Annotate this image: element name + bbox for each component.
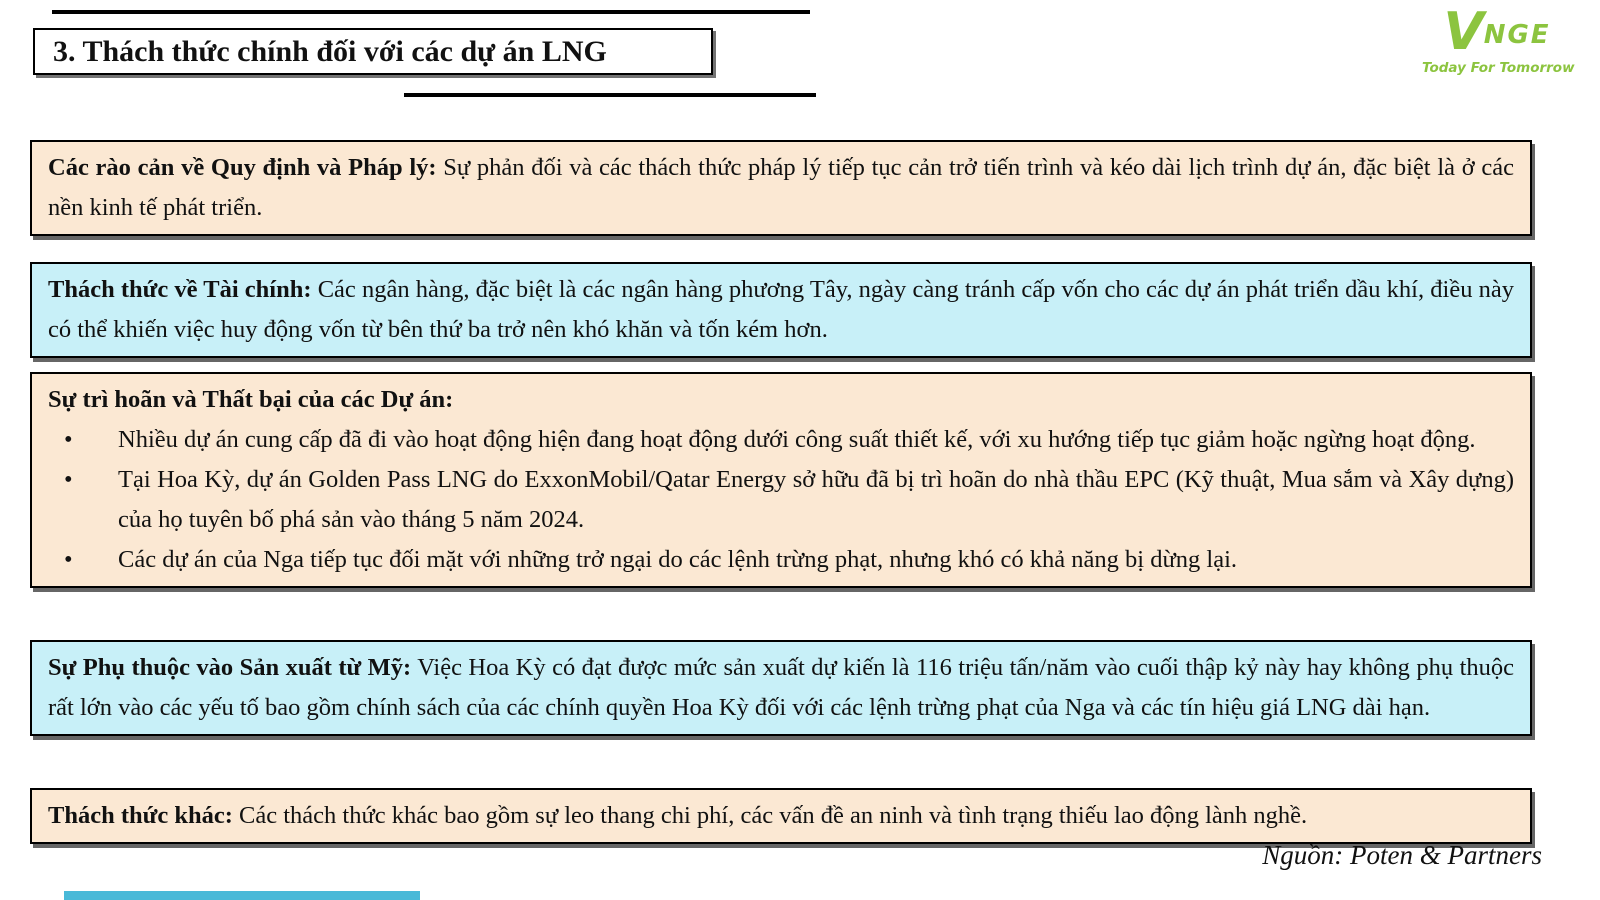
box-project-delays <box>30 372 1532 588</box>
box-project-delays-lead: Sự trì hoãn và Thất bại của các Dự án: <box>48 386 454 413</box>
box-financial-challenges-body: Các ngân hàng, đặc biệt là các ngân hàng phương Tây, ngày càng tránh cấp vốn cho các dự án phát triển dầu khí, điều này có thể khiến việc huy động vốn từ bên thứ ba trở nên khó khăn và tốn kém hơn. <box>48 276 1514 343</box>
box-regulatory-legal-body: Sự phản đối và các thách thức pháp lý tiếp tục cản trở tiến trình và kéo dài lịch trình dự án, đặc biệt là ở các nền kinh tế phát triển. <box>48 154 1515 221</box>
bullet-text: Tại Hoa Kỳ, dự án Golden Pass LNG do ExxonMobil/Qatar Energy sở hữu đã bị trì hoãn do nhà thầu EPC (Kỹ thuật, Mua sắm và Xây dựng) của họ tuyên bố phá sản vào tháng 5 năm 2024. <box>118 466 1514 533</box>
next-slide-cut-strip <box>64 891 420 900</box>
source-attribution: Nguồn: Poten & Partners <box>1262 840 1542 870</box>
slide-title: 3. Thách thức chính đối với các dự án LNG <box>53 34 607 68</box>
title-side-line <box>404 93 816 97</box>
box-us-production-dependence-text <box>48 648 1514 728</box>
box-other-challenges-lead: Thách thức khác: <box>48 802 233 829</box>
box-regulatory-legal-text <box>48 148 1514 228</box>
vnge-logo <box>1422 2 1575 76</box>
vnge-logo-v-icon: V <box>1443 2 1484 62</box>
box-project-delays-bullet-list <box>48 420 1514 580</box>
bullet-item <box>48 420 1514 460</box>
box-other-challenges-body: Các thách thức khác bao gồm sự leo thang chi phí, các vấn đề an ninh và tình trạng thiếu lao động lành nghề. <box>239 802 1308 829</box>
box-us-production-dependence <box>30 640 1532 736</box>
vnge-logo-nge: NGE <box>1483 20 1551 50</box>
box-regulatory-legal <box>30 140 1532 236</box>
box-project-delays-lead-line <box>48 380 1514 420</box>
box-financial-challenges-text <box>48 270 1514 350</box>
bullet-text: Các dự án của Nga tiếp tục đối mặt với những trở ngại do các lệnh trừng phạt, nhưng khó có khả năng bị dừng lại. <box>118 546 1237 573</box>
box-financial-challenges <box>30 262 1532 358</box>
vnge-logo-wordmark <box>1422 2 1572 62</box>
top-cut-line <box>52 10 810 14</box>
box-regulatory-legal-lead: Các rào cản về Quy định và Pháp lý: <box>48 154 437 181</box>
box-us-production-dependence-lead: Sự Phụ thuộc vào Sản xuất từ Mỹ: <box>48 654 412 681</box>
box-other-challenges-text <box>48 796 1514 836</box>
box-other-challenges <box>30 788 1532 844</box>
bullet-text: Nhiều dự án cung cấp đã đi vào hoạt động hiện đang hoạt động dưới công suất thiết kế, với xu hướng tiếp tục giảm hoặc ngừng hoạt động. <box>118 426 1476 453</box>
bullet-item <box>48 460 1514 540</box>
slide-title-box <box>33 28 713 75</box>
bullet-item <box>48 540 1514 580</box>
vnge-logo-tagline: Today For Tomorrow <box>1422 60 1575 76</box>
box-us-production-dependence-body: Việc Hoa Kỳ có đạt được mức sản xuất dự kiến là 116 triệu tấn/năm vào cuối thập kỷ này hay không phụ thuộc rất lớn vào các yếu tố bao gồm chính sách của các chính quyền Hoa Kỳ đối với các lệnh trừng phạt của Nga và các tín hiệu giá LNG dài hạn. <box>48 654 1515 721</box>
box-financial-challenges-lead: Thách thức về Tài chính: <box>48 276 312 303</box>
